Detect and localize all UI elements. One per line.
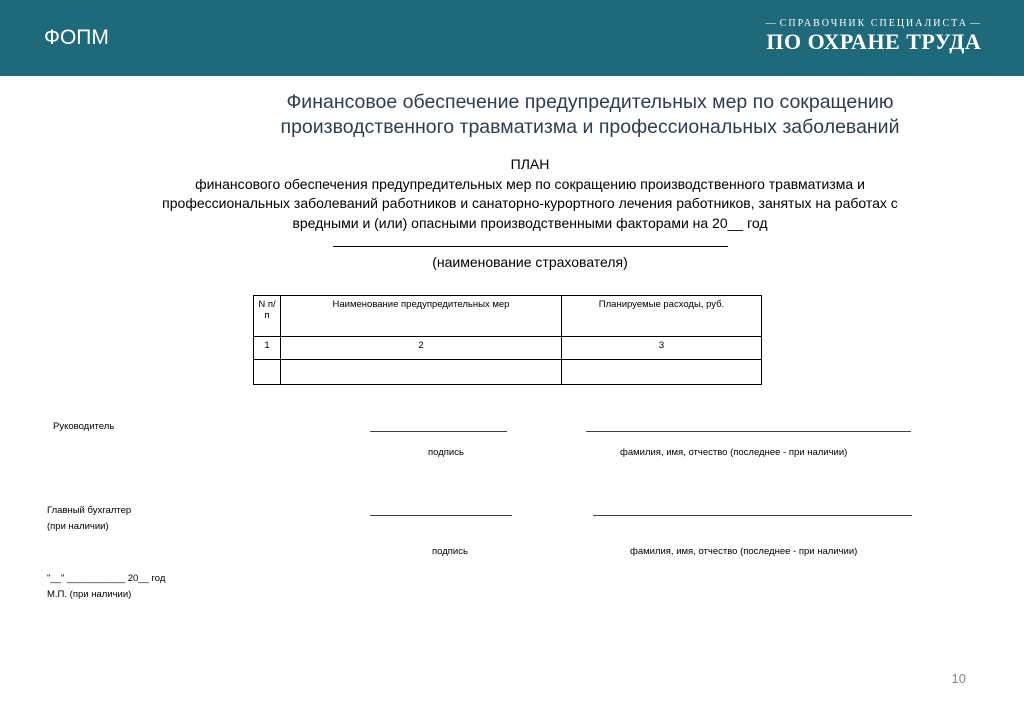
date-line: "__" ___________ 20__ год — [47, 573, 166, 584]
chief-accountant-note: (при наличии) — [47, 521, 109, 532]
brand-main-text: ПО ОХРАНЕ ТРУДА — [766, 29, 982, 54]
table-cell — [562, 360, 762, 385]
head-signature-caption: подпись — [428, 447, 464, 458]
accountant-name-caption: фамилия, имя, отчество (последнее - при наличии) — [630, 546, 858, 557]
table-numbering-row — [254, 337, 762, 360]
head-name-line — [586, 431, 911, 432]
table-row — [254, 360, 762, 385]
plan-line2: профессиональных заболеваний работников и санаторно-курортного лечения работников, занятых на работах с — [162, 195, 898, 211]
table-header-row — [254, 296, 762, 337]
page-number: 10 — [951, 671, 966, 686]
chief-accountant-label — [47, 503, 131, 535]
brand-logo — [764, 18, 984, 54]
plan-line3: вредными и (или) опасными производственными факторами на 20__ год — [292, 214, 768, 231]
stamp-line: М.П. (при наличии) — [47, 589, 132, 600]
accountant-signature-line — [370, 515, 512, 516]
plan-heading: ПЛАН — [510, 156, 550, 172]
slide-title-line2: производственного травматизма и профессиональных заболеваний — [280, 116, 900, 138]
chief-accountant-title: Главный бухгалтер — [47, 505, 132, 516]
measures-table — [253, 295, 762, 385]
head-signature-line — [370, 431, 507, 432]
brand-top-text: — СПРАВОЧНИК СПЕЦИАЛИСТА — — [764, 18, 984, 30]
header-bar — [0, 0, 1024, 76]
accountant-signature-caption: подпись — [432, 546, 468, 557]
plan-line1: финансового обеспечения предупредительных мер по сокращению производственного травматизма и — [195, 175, 865, 192]
plan-block — [110, 155, 950, 272]
head-label: Руководитель — [53, 421, 115, 432]
table-cell: 1 — [254, 337, 281, 360]
slide-title-line1: Финансовое обеспечение предупредительных мер по сокращению — [286, 91, 894, 113]
table-cell: 3 — [562, 337, 762, 360]
header-number: N п/п — [254, 296, 281, 337]
header-measures: Наименование предупредительных мер — [281, 296, 562, 337]
table-cell: 2 — [281, 337, 562, 360]
slide-title — [230, 90, 950, 140]
insurer-name-blank — [333, 233, 728, 247]
header-expenses: Планируемые расходы, руб. — [562, 296, 762, 337]
head-name-caption: фамилия, имя, отчество (последнее - при наличии) — [620, 447, 848, 458]
table-cell — [281, 360, 562, 385]
insurer-caption: (наименование страхователя) — [432, 253, 628, 270]
header-label: ФОПМ — [44, 26, 109, 49]
accountant-name-line — [593, 515, 912, 516]
table-cell — [254, 360, 281, 385]
date-stamp-block — [47, 571, 165, 603]
